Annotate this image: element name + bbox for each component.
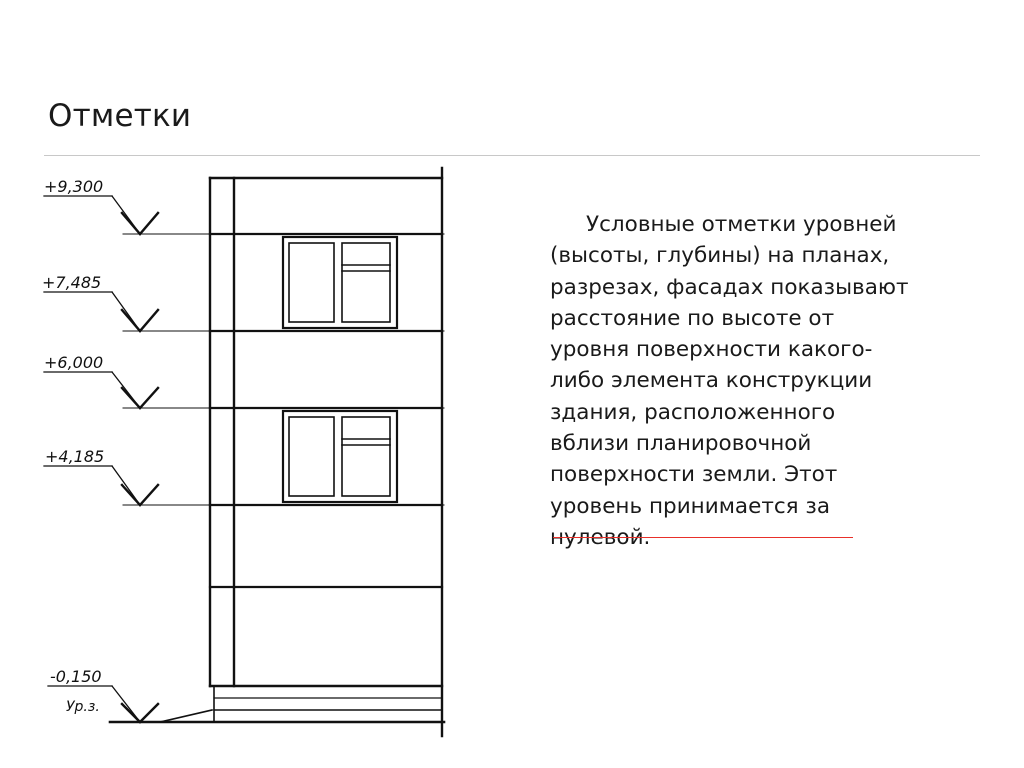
window-upper [283, 237, 397, 328]
elevation-label-1: +9,300 [44, 177, 104, 196]
building-facade [210, 168, 442, 736]
elevation-label-2: +7,485 [42, 273, 102, 292]
elevation-label-ground: -0,150 [50, 667, 102, 686]
elevation-mark-3 [44, 353, 444, 408]
slide-title: Отметки [48, 98, 192, 134]
description-line: вблизи планировочной [550, 431, 812, 457]
elevation-mark-ground [48, 667, 158, 722]
description-paragraph [550, 209, 950, 553]
description-line: уровня поверхности какого- [550, 337, 873, 363]
description-line: либо элемента конструкции [550, 368, 873, 394]
description-line: нулевой. [550, 524, 651, 550]
description-line: поверхности земли. Этот [550, 462, 838, 488]
window-lower [283, 411, 397, 502]
elevation-mark-1 [44, 177, 444, 234]
description-line: (высоты, глубины) на планах, [550, 243, 890, 269]
elevation-label-4: +4,185 [45, 447, 105, 466]
description-line: разрезах, фасадах показывают [550, 274, 909, 300]
description-line: расстояние по высоте от [550, 305, 835, 331]
description-line: здания, расположенного [550, 399, 836, 425]
description-line: уровень принимается за [550, 493, 831, 519]
elevation-label-3: +6,000 [44, 353, 104, 372]
description-line: Условные отметки уровней [586, 212, 897, 237]
accent-underline [553, 537, 853, 538]
ground-level-label: Ур.з. [66, 699, 100, 715]
